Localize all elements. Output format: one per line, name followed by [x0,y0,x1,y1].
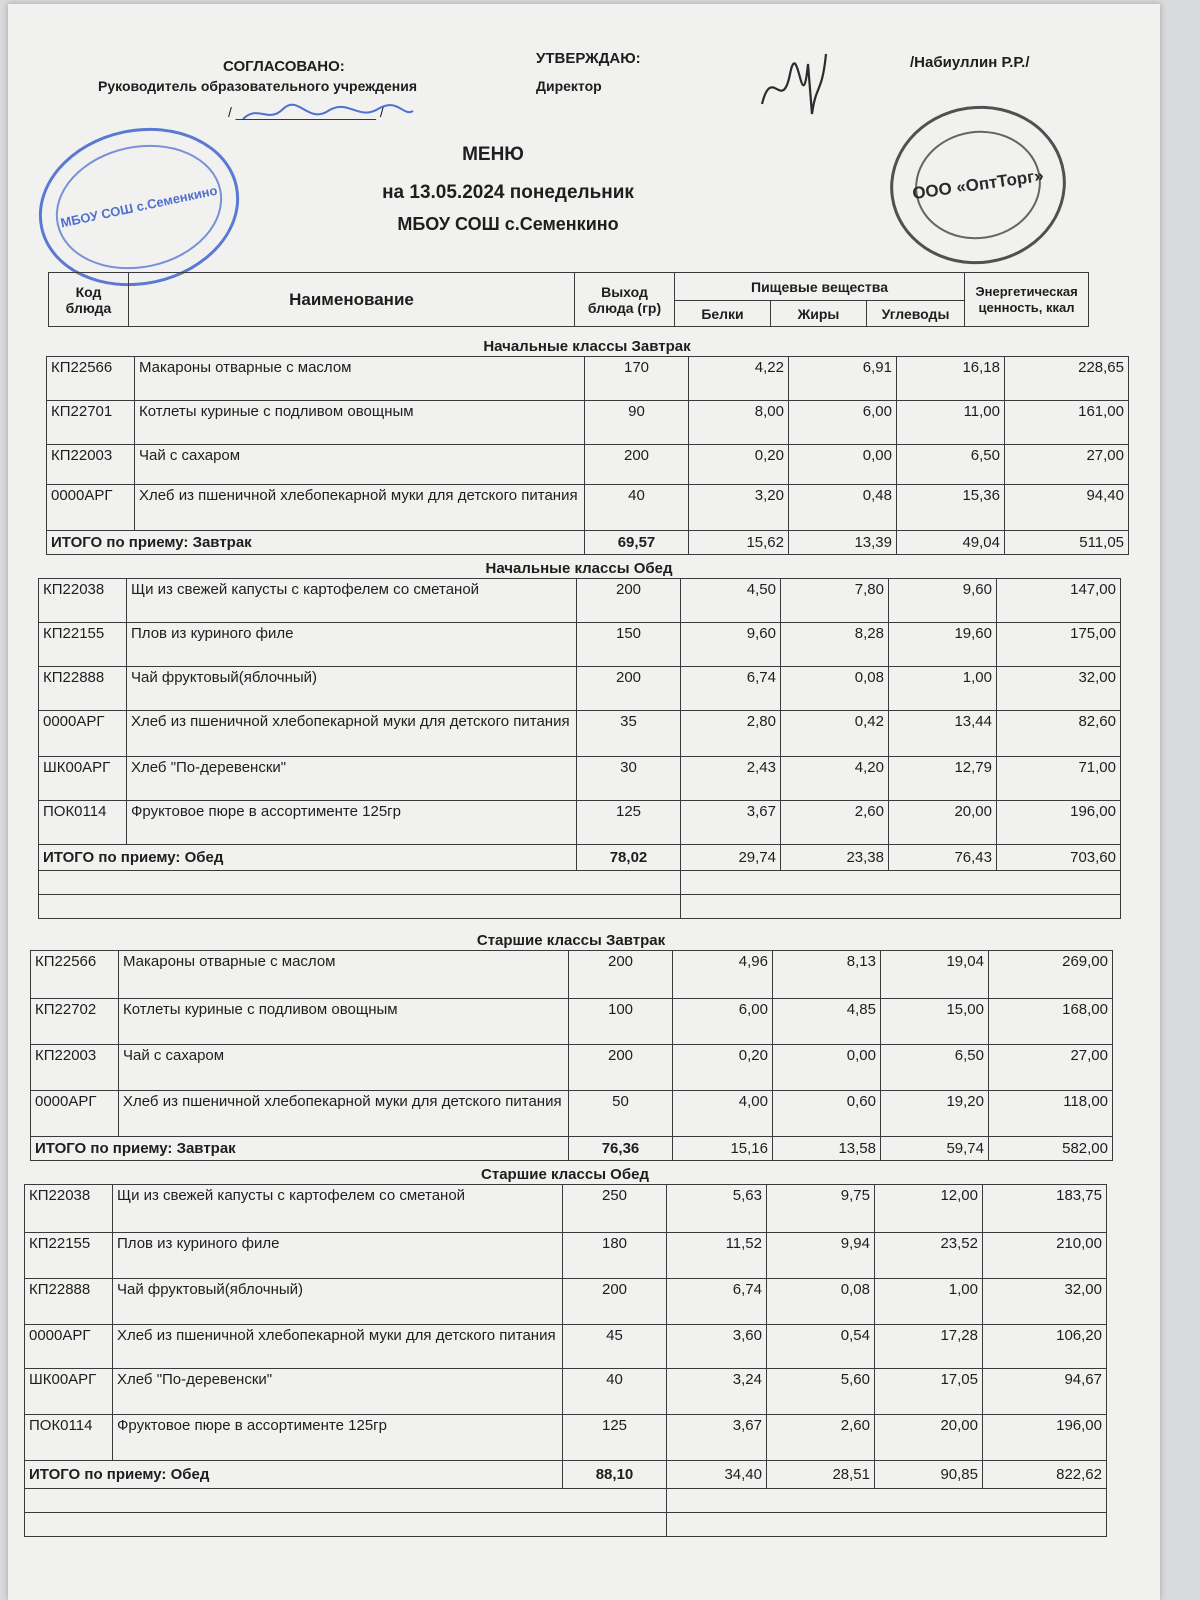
cell-energy: 94,67 [983,1369,1107,1415]
cell-yield: 125 [563,1415,667,1461]
section-table [24,1184,1107,1537]
cell-fat: 7,80 [781,579,889,623]
cell-protein: 2,80 [681,711,781,757]
cell-energy: 183,75 [983,1185,1107,1233]
cell-protein: 4,50 [681,579,781,623]
total-energy: 582,00 [989,1137,1113,1161]
empty-cell [681,895,1121,919]
cell-name: Макароны отварные с маслом [119,951,569,999]
cell-protein: 0,20 [689,445,789,485]
cell-energy: 228,65 [1005,357,1129,401]
cell-yield: 200 [585,445,689,485]
menu-title: МЕНЮ [462,144,524,165]
cell-protein: 5,63 [667,1185,767,1233]
table-row [47,357,1129,401]
cell-fat: 0,60 [773,1091,881,1137]
cell-code: КП22566 [31,951,119,999]
cell-protein: 2,43 [681,757,781,801]
cell-carbs: 19,04 [881,951,989,999]
total-label: ИТОГО по приему: Завтрак [47,531,585,555]
section-table [30,950,1113,1161]
empty-cell [667,1513,1107,1537]
total-label: ИТОГО по приему: Завтрак [31,1137,569,1161]
cell-yield: 40 [585,485,689,531]
cell-code: ПОК0114 [25,1415,113,1461]
cell-name: Чай с сахаром [135,445,585,485]
cell-energy: 27,00 [1005,445,1129,485]
approve-role: Директор [536,78,602,94]
cell-protein: 6,74 [681,667,781,711]
cell-fat: 0,08 [767,1279,875,1325]
total-label: ИТОГО по приему: Обед [25,1461,563,1489]
cell-protein: 6,74 [667,1279,767,1325]
agreed-signature-line: / __________________ / [228,104,384,120]
cell-energy: 168,00 [989,999,1113,1045]
cell-fat: 5,60 [767,1369,875,1415]
empty-cell [25,1513,667,1537]
section-title: Начальные классы Обед [485,560,673,577]
col-carbs: Углеводы [867,301,965,327]
cell-carbs: 19,60 [889,623,997,667]
cell-protein: 3,20 [689,485,789,531]
approve-title: УТВЕРЖДАЮ: [536,50,641,67]
cell-protein: 3,67 [667,1415,767,1461]
cell-name: Хлеб из пшеничной хлебопекарной муки для детского питания [127,711,577,757]
cell-fat: 0,00 [773,1045,881,1091]
cell-yield: 200 [577,579,681,623]
menu-date: на 13.05.2024 понедельник [382,182,634,203]
cell-code: КП22888 [25,1279,113,1325]
cell-carbs: 12,79 [889,757,997,801]
table-row [39,757,1121,801]
cell-code: КП22888 [39,667,127,711]
cell-code: КП22566 [47,357,135,401]
cell-carbs: 13,44 [889,711,997,757]
cell-name: Чай с сахаром [119,1045,569,1091]
cell-carbs: 19,20 [881,1091,989,1137]
cell-energy: 210,00 [983,1233,1107,1279]
cell-protein: 9,60 [681,623,781,667]
cell-carbs: 15,00 [881,999,989,1045]
director-signature-icon [752,44,832,134]
cell-energy: 32,00 [983,1279,1107,1325]
total-yield: 88,10 [563,1461,667,1489]
total-fat: 28,51 [767,1461,875,1489]
cell-fat: 9,75 [767,1185,875,1233]
total-carbs: 59,74 [881,1137,989,1161]
cell-fat: 2,60 [767,1415,875,1461]
school-name: МБОУ СОШ с.Семенкино [397,214,619,234]
cell-protein: 6,00 [673,999,773,1045]
cell-yield: 125 [577,801,681,845]
cell-carbs: 23,52 [875,1233,983,1279]
agreed-signature-icon [238,99,418,129]
cell-carbs: 11,00 [897,401,1005,445]
total-carbs: 76,43 [889,845,997,871]
agreed-title: СОГЛАСОВАНО: [223,58,345,75]
cell-name: Хлеб из пшеничной хлебопекарной муки для детского питания [119,1091,569,1137]
cell-yield: 100 [569,999,673,1045]
cell-energy: 196,00 [983,1415,1107,1461]
total-yield: 76,36 [569,1137,673,1161]
school-stamp-text: МБОУ СОШ с.Семенкино [59,182,219,231]
table-row [31,951,1113,999]
table-row [25,1325,1107,1369]
cell-yield: 35 [577,711,681,757]
cell-protein: 4,00 [673,1091,773,1137]
cell-fat: 2,60 [781,801,889,845]
column-header [48,272,1089,327]
cell-carbs: 20,00 [889,801,997,845]
cell-fat: 6,91 [789,357,897,401]
cell-yield: 150 [577,623,681,667]
cell-code: ПОК0114 [39,801,127,845]
cell-code: КП22701 [47,401,135,445]
cell-carbs: 20,00 [875,1415,983,1461]
cell-fat: 0,00 [789,445,897,485]
empty-cell [39,895,681,919]
total-carbs: 90,85 [875,1461,983,1489]
cell-carbs: 12,00 [875,1185,983,1233]
table-row [25,1415,1107,1461]
cell-name: Чай фруктовый(яблочный) [113,1279,563,1325]
cell-code: КП22003 [31,1045,119,1091]
total-row [31,1137,1113,1161]
total-row [47,531,1129,555]
cell-energy: 94,40 [1005,485,1129,531]
col-yield: Выход блюда (гр) [575,273,675,327]
cell-code: КП22038 [39,579,127,623]
empty-row [39,895,1121,919]
col-fat: Жиры [771,301,867,327]
cell-name: Хлеб из пшеничной хлебопекарной муки для детского питания [135,485,585,531]
cell-energy: 175,00 [997,623,1121,667]
section-title: Начальные классы Завтрак [483,338,691,355]
empty-cell [667,1489,1107,1513]
cell-energy: 82,60 [997,711,1121,757]
cell-protein: 11,52 [667,1233,767,1279]
cell-code: 0000АРГ [31,1091,119,1137]
cell-code: КП22038 [25,1185,113,1233]
col-protein: Белки [675,301,771,327]
cell-code: 0000АРГ [39,711,127,757]
table-row [47,401,1129,445]
empty-cell [681,871,1121,895]
cell-name: Плов из куриного филе [127,623,577,667]
table-row [47,445,1129,485]
total-fat: 23,38 [781,845,889,871]
table-row [39,801,1121,845]
cell-yield: 250 [563,1185,667,1233]
cell-protein: 3,24 [667,1369,767,1415]
total-protein: 29,74 [681,845,781,871]
cell-fat: 4,20 [781,757,889,801]
col-name: Наименование [129,273,575,327]
table-row [39,711,1121,757]
cell-code: 0000АРГ [47,485,135,531]
empty-row [39,871,1121,895]
cell-name: Фруктовое пюре в ассортименте 125гр [127,801,577,845]
cell-energy: 118,00 [989,1091,1113,1137]
cell-energy: 196,00 [997,801,1121,845]
total-row [39,845,1121,871]
cell-energy: 269,00 [989,951,1113,999]
section-title: Старшие классы Завтрак [476,932,666,949]
cell-code: ШК00АРГ [25,1369,113,1415]
cell-energy: 147,00 [997,579,1121,623]
cell-yield: 170 [585,357,689,401]
empty-row [25,1513,1107,1537]
total-fat: 13,58 [773,1137,881,1161]
cell-yield: 200 [569,1045,673,1091]
cell-protein: 3,67 [681,801,781,845]
table-row [39,579,1121,623]
cell-carbs: 17,05 [875,1369,983,1415]
cell-name: Хлеб из пшеничной хлебопекарной муки для детского питания [113,1325,563,1369]
agreed-role: Руководитель образовательного учреждения [98,78,418,94]
cell-fat: 6,00 [789,401,897,445]
empty-row [25,1489,1107,1513]
cell-carbs: 15,36 [897,485,1005,531]
section-table [38,578,1121,919]
cell-fat: 4,85 [773,999,881,1045]
cell-name: Плов из куриного филе [113,1233,563,1279]
total-carbs: 49,04 [897,531,1005,555]
table-row [47,485,1129,531]
total-yield: 69,57 [585,531,689,555]
cell-carbs: 17,28 [875,1325,983,1369]
cell-protein: 8,00 [689,401,789,445]
total-energy: 511,05 [1005,531,1129,555]
table-row [31,1091,1113,1137]
document-page [8,4,1160,1600]
cell-fat: 8,13 [773,951,881,999]
table-row [25,1369,1107,1415]
cell-code: КП22003 [47,445,135,485]
cell-fat: 0,54 [767,1325,875,1369]
cell-name: Котлеты куриные с подливом овощным [135,401,585,445]
cell-energy: 161,00 [1005,401,1129,445]
empty-cell [25,1489,667,1513]
cell-yield: 50 [569,1091,673,1137]
cell-carbs: 6,50 [881,1045,989,1091]
cell-code: КП22155 [39,623,127,667]
cell-yield: 40 [563,1369,667,1415]
table-row [25,1279,1107,1325]
cell-name: Фруктовое пюре в ассортименте 125гр [113,1415,563,1461]
section-title: Старшие классы Обед [481,1166,649,1183]
cell-yield: 180 [563,1233,667,1279]
table-row [25,1185,1107,1233]
supplier-stamp-text: ООО «ОптТорг» [911,165,1045,204]
cell-energy: 27,00 [989,1045,1113,1091]
cell-name: Чай фруктовый(яблочный) [127,667,577,711]
total-fat: 13,39 [789,531,897,555]
cell-yield: 30 [577,757,681,801]
cell-protein: 0,20 [673,1045,773,1091]
cell-name: Хлеб "По-деревенски" [127,757,577,801]
cell-protein: 3,60 [667,1325,767,1369]
col-nutrients: Пищевые вещества [675,273,965,301]
cell-yield: 200 [577,667,681,711]
cell-carbs: 1,00 [875,1279,983,1325]
cell-fat: 0,48 [789,485,897,531]
cell-protein: 4,96 [673,951,773,999]
cell-fat: 8,28 [781,623,889,667]
empty-cell [39,871,681,895]
cell-name: Щи из свежей капусты с картофелем со сметаной [127,579,577,623]
cell-carbs: 6,50 [897,445,1005,485]
col-energy: Энергетическая ценность, ккал [965,273,1089,327]
cell-yield: 45 [563,1325,667,1369]
cell-energy: 71,00 [997,757,1121,801]
table-row [39,667,1121,711]
table-row [31,1045,1113,1091]
cell-carbs: 9,60 [889,579,997,623]
cell-yield: 90 [585,401,689,445]
cell-energy: 106,20 [983,1325,1107,1369]
total-protein: 15,62 [689,531,789,555]
cell-code: 0000АРГ [25,1325,113,1369]
supplier-stamp-icon [880,95,1076,276]
table-row [25,1233,1107,1279]
total-energy: 703,60 [997,845,1121,871]
cell-name: Макароны отварные с маслом [135,357,585,401]
col-code: Код блюда [49,273,129,327]
cell-fat: 0,08 [781,667,889,711]
cell-name: Котлеты куриные с подливом овощным [119,999,569,1045]
cell-name: Хлеб "По-деревенски" [113,1369,563,1415]
approve-name: /Набиуллин Р.Р./ [910,54,1030,71]
cell-energy: 32,00 [997,667,1121,711]
cell-carbs: 1,00 [889,667,997,711]
total-protein: 15,16 [673,1137,773,1161]
table-row [31,999,1113,1045]
cell-fat: 9,94 [767,1233,875,1279]
cell-name: Щи из свежей капусты с картофелем со сметаной [113,1185,563,1233]
total-energy: 822,62 [983,1461,1107,1489]
total-row [25,1461,1107,1489]
total-label: ИТОГО по приему: Обед [39,845,577,871]
cell-code: ШК00АРГ [39,757,127,801]
cell-yield: 200 [563,1279,667,1325]
cell-code: КП22702 [31,999,119,1045]
cell-code: КП22155 [25,1233,113,1279]
table-row [39,623,1121,667]
cell-fat: 0,42 [781,711,889,757]
total-protein: 34,40 [667,1461,767,1489]
cell-carbs: 16,18 [897,357,1005,401]
section-table [46,356,1129,555]
total-yield: 78,02 [577,845,681,871]
cell-yield: 200 [569,951,673,999]
cell-protein: 4,22 [689,357,789,401]
